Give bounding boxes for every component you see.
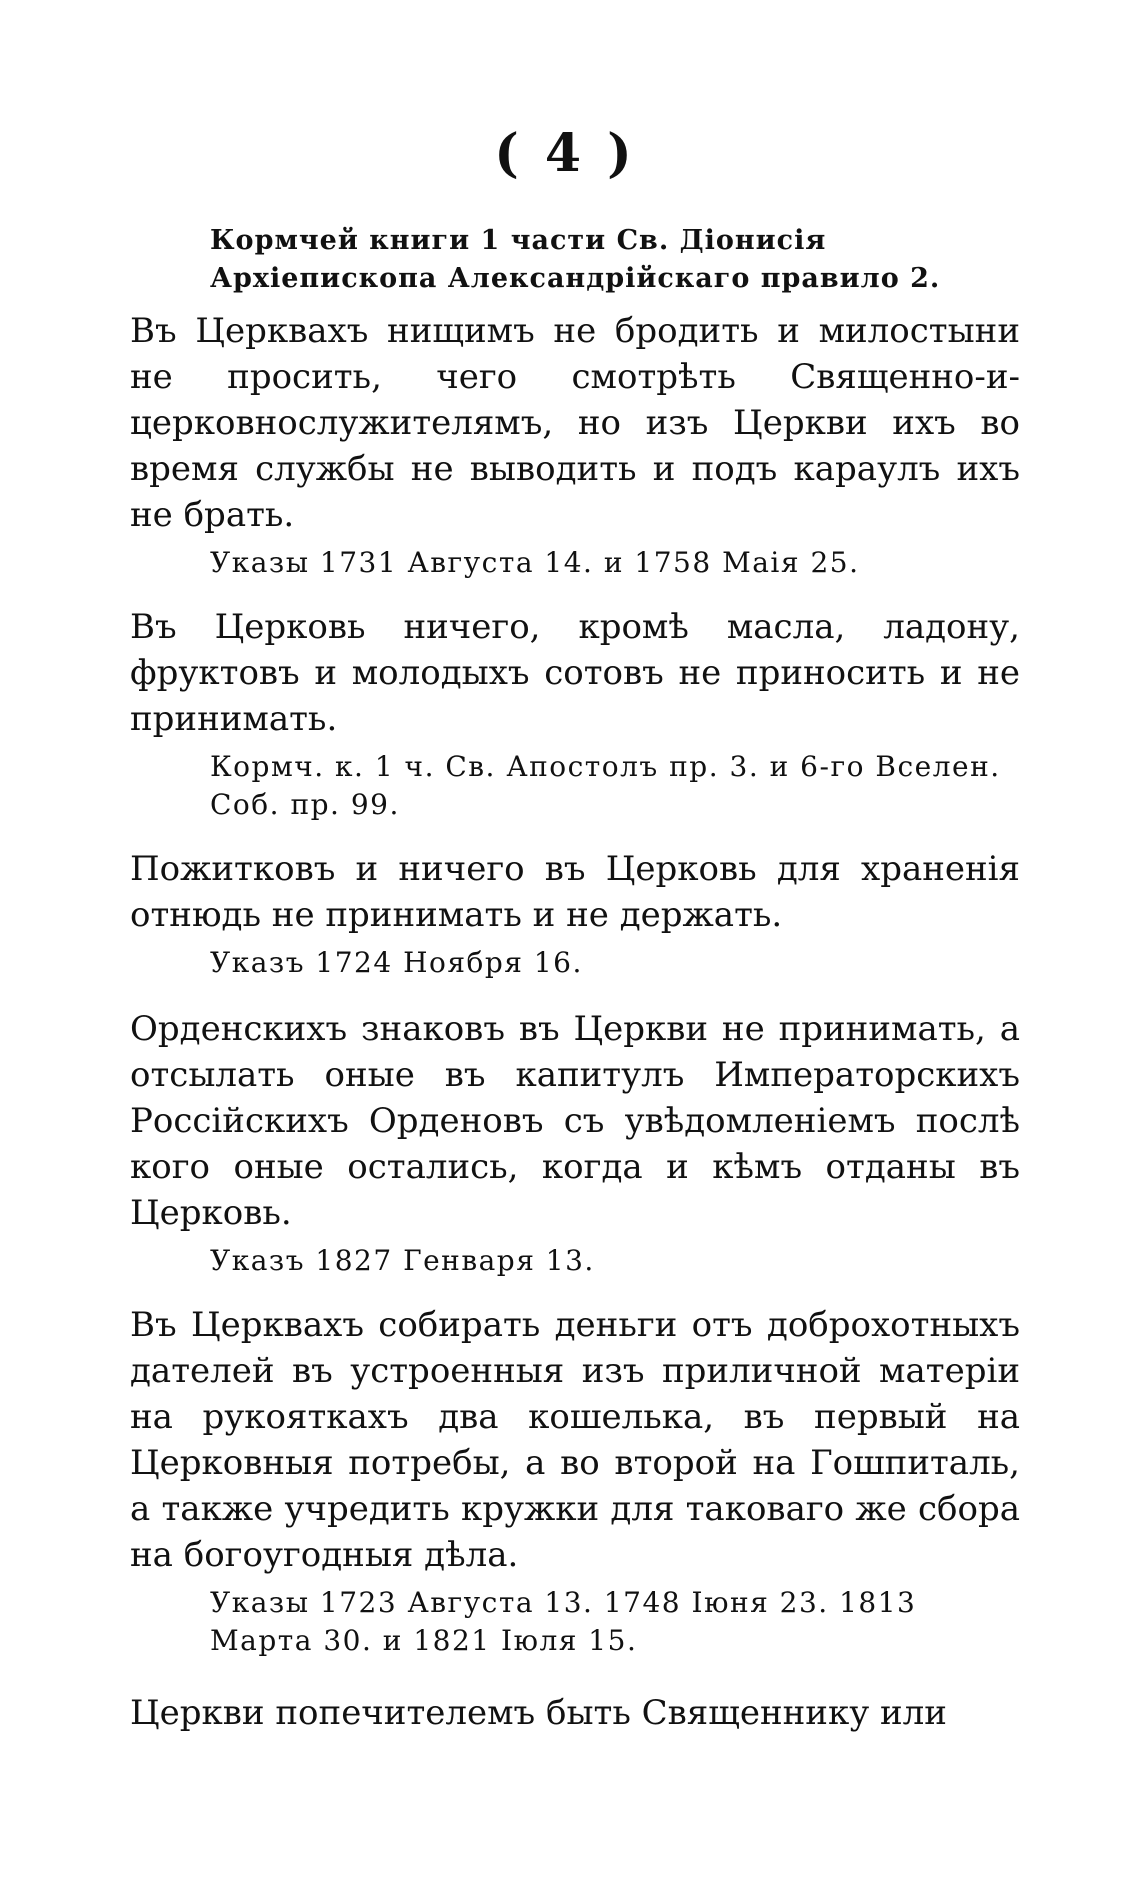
rule-paragraph: Церкви попечителемъ быть Священнику или — [130, 1693, 947, 1733]
source-citation: Указы 1731 Августа 14. и 1758 Маія 25. — [210, 546, 860, 579]
page-number: ( 4 ) — [494, 123, 636, 184]
rule-paragraph: Въ Церковь ничего, кромѣ масла, ладону, фруктовъ и молодыхъ сотовъ не приносить и не принимать. — [130, 607, 1020, 739]
page-content — [130, 222, 1020, 1736]
source-citation: Указы 1723 Августа 13. 1748 Іюня 23. 1813 Марта 30. и 1821 Іюля 15. — [210, 1586, 917, 1657]
rule-paragraph: Орденскихъ знаковъ въ Церкви не принимать, а отсылать оные въ капитулъ Императорскихъ Россійскихъ Орденовъ съ увѣдомленіемъ послѣ кого оные остались, когда и кѣмъ отданы въ Церковь. — [130, 1009, 1020, 1233]
source-citation: Кормчей книги 1 части Св. Діонисія Архіепископа Александрійскаго правило 2. — [210, 225, 941, 294]
source-citation: Указъ 1827 Генваря 13. — [210, 1244, 595, 1277]
rule-paragraph: Пожитковъ и ничего въ Церковь для храненія отнюдь не принимать и не держать. — [130, 849, 1020, 935]
rule-paragraph: Въ Церквахъ нищимъ не бродить и милостыни не просить, чего смотрѣть Священно-и-церковнослужителямъ, но изъ Церкви ихъ во время службы не выводить и подъ караулъ ихъ не брать. — [130, 311, 1020, 535]
source-citation: Указъ 1724 Ноября 16. — [210, 946, 583, 979]
rule-paragraph: Въ Церквахъ собирать деньги отъ доброхотныхъ дателей въ устроенныя изъ приличной матеріи на рукояткахъ два кошелька, въ первый на Церковныя потребы, а во второй на Гошпиталь, а также учредить кружки для таковаго же сбора на богоугодныя дѣла. — [130, 1305, 1020, 1575]
source-citation: Кормч. к. 1 ч. Св. Апостолъ пр. 3. и 6-го Вселен. Соб. пр. 99. — [210, 750, 1001, 821]
